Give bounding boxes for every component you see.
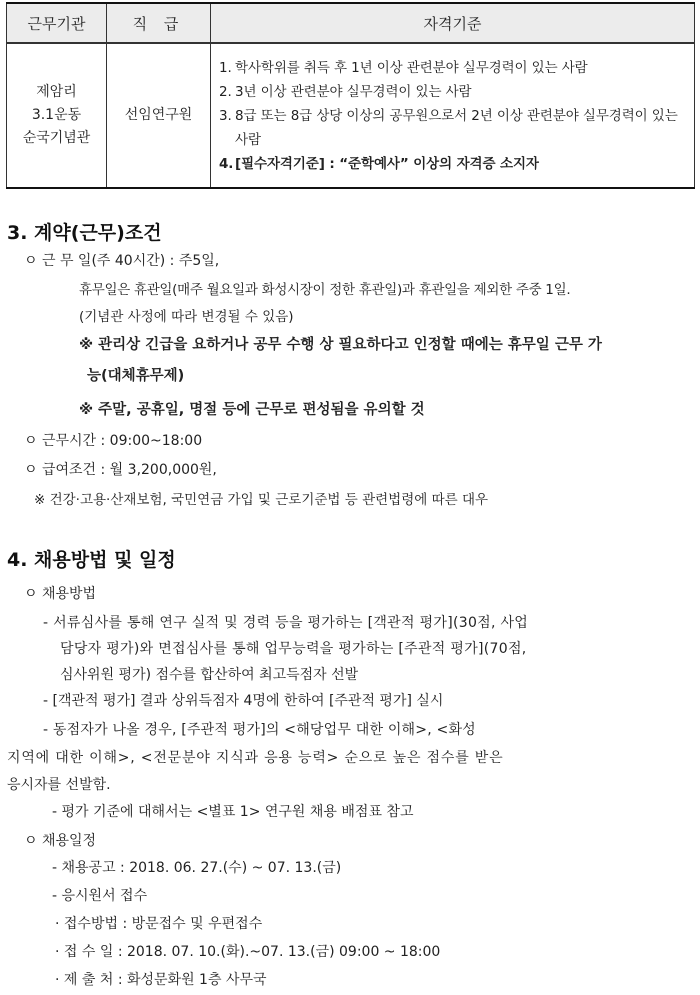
criteria-item — [219, 80, 688, 104]
schedule-heading: ㅇ 채용일정 — [24, 833, 97, 849]
emergency-note: ※ 관리상 긴급을 요하거나 공무 수행 상 필요하다고 인정할 때에는 휴무일 근무 가 — [79, 337, 602, 353]
schedule-line: - 응시원서 접수 — [52, 888, 148, 904]
org-line: 순국기념관 — [22, 130, 91, 146]
requirements-table — [6, 2, 695, 189]
weekend-note: ※ 주말, 공휴일, 명절 등에 근무로 편성됨을 유의할 것 — [79, 402, 425, 418]
header-org: 근무기관 — [7, 3, 107, 43]
method-heading: ㅇ 채용방법 — [24, 586, 97, 602]
schedule-line: · 접수방법 : 방문접수 및 우편접수 — [55, 916, 263, 932]
method-line: - 서류심사를 통해 연구 실적 및 경력 등을 평가하는 [객관적 평가](30점, 사업 — [43, 615, 529, 631]
schedule-line: - 채용공고 : 2018. 06. 27.(수) ~ 07. 13.(금) — [52, 860, 342, 876]
schedule-line: · 접 수 일 : 2018. 07. 10.(화).~07. 13.(금) 09:00 ~ 18:00 — [55, 944, 441, 960]
tie-rule-line: 지역에 대한 이해>, <전문분야 지식과 응용 능력> 순으로 높은 점수를 받은 — [7, 750, 504, 766]
schedule-line: · 제 출 처 : 화성문화원 1층 사무국 — [55, 972, 267, 988]
method-line: 심사위원 평가) 점수를 합산하여 최고득점자 선발 — [60, 667, 359, 683]
workday-line: ㅇ 근 무 일(주 40시간) : 주5일, — [24, 253, 220, 269]
criteria-text: [필수자격기준] : “준학예사” 이상의 자격증 소지자 — [235, 155, 539, 172]
header-rank: 직 급 — [107, 3, 211, 43]
holiday-line: 휴무일은 휴관일(매주 월요일과 화성시장이 정한 휴관일)과 휴관일을 제외한 주중 1일. — [79, 282, 571, 298]
org-cell — [7, 43, 107, 188]
header-criteria: 자격기준 — [211, 3, 695, 43]
holiday-note: (기념관 사정에 따라 변경될 수 있음) — [79, 309, 294, 325]
criteria-text: 8급 또는 8급 상당 이상의 공무원으로서 2년 이상 관련분야 실무경력이 있는 사람 — [235, 107, 678, 148]
method-line: 담당자 평가)와 면접심사를 통해 업무능력을 평가하는 [주관적 평가](70점, — [60, 641, 527, 657]
table-header-row — [7, 3, 695, 43]
criteria-num: 1. — [219, 59, 232, 76]
criteria-num: 4. — [219, 155, 234, 172]
section3-title: 3. 계약(근무)조건 — [7, 222, 162, 244]
org-line: 3.1운동 — [31, 107, 82, 123]
tie-rule-line: - 동점자가 나올 경우, [주관적 평가]의 <해당업무 대한 이해>, <화성 — [43, 722, 476, 738]
tie-rule-line: 응시자를 선발함. — [7, 777, 111, 793]
rank-cell: 선임연구원 — [107, 43, 211, 188]
section4-title: 4. 채용방법 및 일정 — [7, 549, 176, 571]
criteria-num: 3. — [219, 107, 232, 124]
criteria-item-required — [219, 152, 688, 176]
criteria-text: 학사학위를 취득 후 1년 이상 관련분야 실무경력이 있는 사람 — [235, 59, 588, 76]
work-hours-line: ㅇ 근무시간 : 09:00~18:00 — [24, 433, 203, 449]
criteria-reference-line: - 평가 기준에 대해서는 <별표 1> 연구원 채용 배점표 참고 — [52, 804, 414, 820]
org-line: 제암리 — [36, 84, 77, 100]
salary-line: ㅇ 급여조건 : 월 3,200,000원, — [24, 462, 217, 478]
criteria-item — [219, 56, 688, 80]
method-line: - [객관적 평가] 결과 상위득점자 4명에 한하여 [주관적 평가] 실시 — [43, 693, 444, 709]
insurance-note: ※ 건강·고용·산재보험, 국민연금 가입 및 근로기준법 등 관련법령에 따른 대우 — [34, 492, 489, 508]
emergency-note-cont: 능(대체휴무제) — [87, 368, 185, 384]
table-row — [7, 43, 695, 188]
criteria-text: 3년 이상 관련분야 실무경력이 있는 사람 — [235, 83, 472, 100]
criteria-item — [219, 104, 688, 152]
criteria-num: 2. — [219, 83, 232, 100]
criteria-cell — [211, 43, 695, 188]
